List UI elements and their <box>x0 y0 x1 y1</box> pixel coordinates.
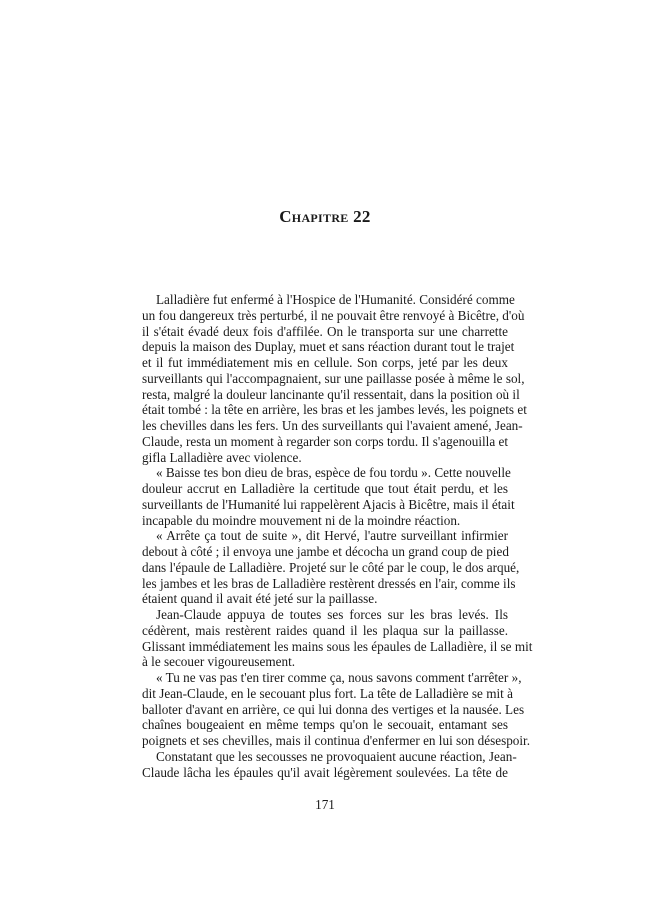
text-line: « Arrête ça tout de suite », dit Hervé, l'autre surveillant infirmier <box>156 528 508 544</box>
text-line: Claude, resta un moment à regarder son corps tordu. Il s'agenouilla et <box>142 433 509 449</box>
paragraph <box>142 607 533 670</box>
text-line: Jean-Claude appuya de toutes ses forces sur les bras levés. Ils <box>156 607 508 622</box>
text-line: il s'était évadé deux fois d'affilée. On le transporta sur une charrette <box>142 323 508 339</box>
paragraph <box>142 528 520 607</box>
text-line: dit Jean-Claude, en le secouant plus fort. La tête de Lalladière se mit à <box>142 685 513 701</box>
text-line: gifla Lalladière avec violence. <box>142 449 302 465</box>
text-line: depuis la maison des Duplay, muet et sans réaction durant tout le trajet <box>142 339 515 355</box>
paragraph <box>142 670 531 749</box>
text-line: les jambes et les bras de Lalladière restèrent dressés en l'air, comme ils <box>142 575 516 591</box>
text-line: surveillants qui l'accompagnaient, sur une paillasse posée à même le sol, <box>142 370 525 386</box>
text-line: Constatant que les secousses ne provoquaient aucune réaction, Jean- <box>156 748 517 764</box>
paragraph <box>142 292 527 465</box>
text-line: debout à côté ; il envoya une jambe et décocha un grand coup de pied <box>142 544 509 559</box>
text-line: étaient quand il avait été jeté sur la paillasse. <box>142 591 378 607</box>
paragraph <box>142 465 515 528</box>
text-line: était tombé : la tête en arrière, les bras et les jambes levés, les poignets et <box>142 402 527 418</box>
text-line: cédèrent, mais restèrent raides quand il les plaqua sur la paillasse. <box>142 622 508 638</box>
text-line: Glissant immédiatement les mains sous les épaules de Lalladière, il se mit <box>142 638 533 654</box>
chapter-title: Chapitre 22 <box>279 207 371 226</box>
text-line: un fou dangereux très perturbé, il ne pouvait être renvoyé à Bicêtre, d'où <box>142 307 525 323</box>
paragraph <box>142 748 517 781</box>
text-line: les chevilles dans les fers. Un des surveillants qui l'avaient amené, Jean- <box>142 418 523 433</box>
text-line: « Baisse tes bon dieu de bras, espèce de fou tordu ». Cette nouvelle <box>156 465 511 481</box>
text-line: poignets et ses chevilles, mais il continua d'enfermer en lui son désespoir. <box>142 733 531 748</box>
text-line: à le secouer vigoureusement. <box>142 654 296 670</box>
text-line: Claude lâcha les épaules qu'il avait légèrement soulevées. La tête de <box>142 764 508 780</box>
text-line: chaînes bougeaient en même temps qu'on le secouait, entamant ses <box>142 717 508 733</box>
body-text <box>142 292 533 780</box>
text-line: « Tu ne vas pas t'en tirer comme ça, nous savons comment t'arrêter », <box>156 670 522 685</box>
text-line: et il fut immédiatement mis en cellule. Son corps, jeté par les deux <box>142 355 508 370</box>
text-line: resta, malgré la douleur lancinante qu'il ressentait, dans la position où il <box>142 386 520 402</box>
text-line: balloter d'avant en arrière, ce qui lui donna des vertiges et la nausée. Les <box>142 701 525 717</box>
text-line: surveillants de l'Humanité lui rappelèrent Ajacis à Bicêtre, mais il était <box>142 496 515 512</box>
page-number: 171 <box>315 797 335 812</box>
text-line: Lalladière fut enfermé à l'Hospice de l'Humanité. Considéré comme <box>156 292 515 307</box>
text-line: incapable du moindre mouvement ni de la moindre réaction. <box>142 512 461 528</box>
text-line: dans l'épaule de Lalladière. Projeté sur le côté par le coup, le dos arqué, <box>142 559 520 575</box>
text-line: douleur accrut en Lalladière la certitude que tout était perdu, et les <box>142 481 508 496</box>
